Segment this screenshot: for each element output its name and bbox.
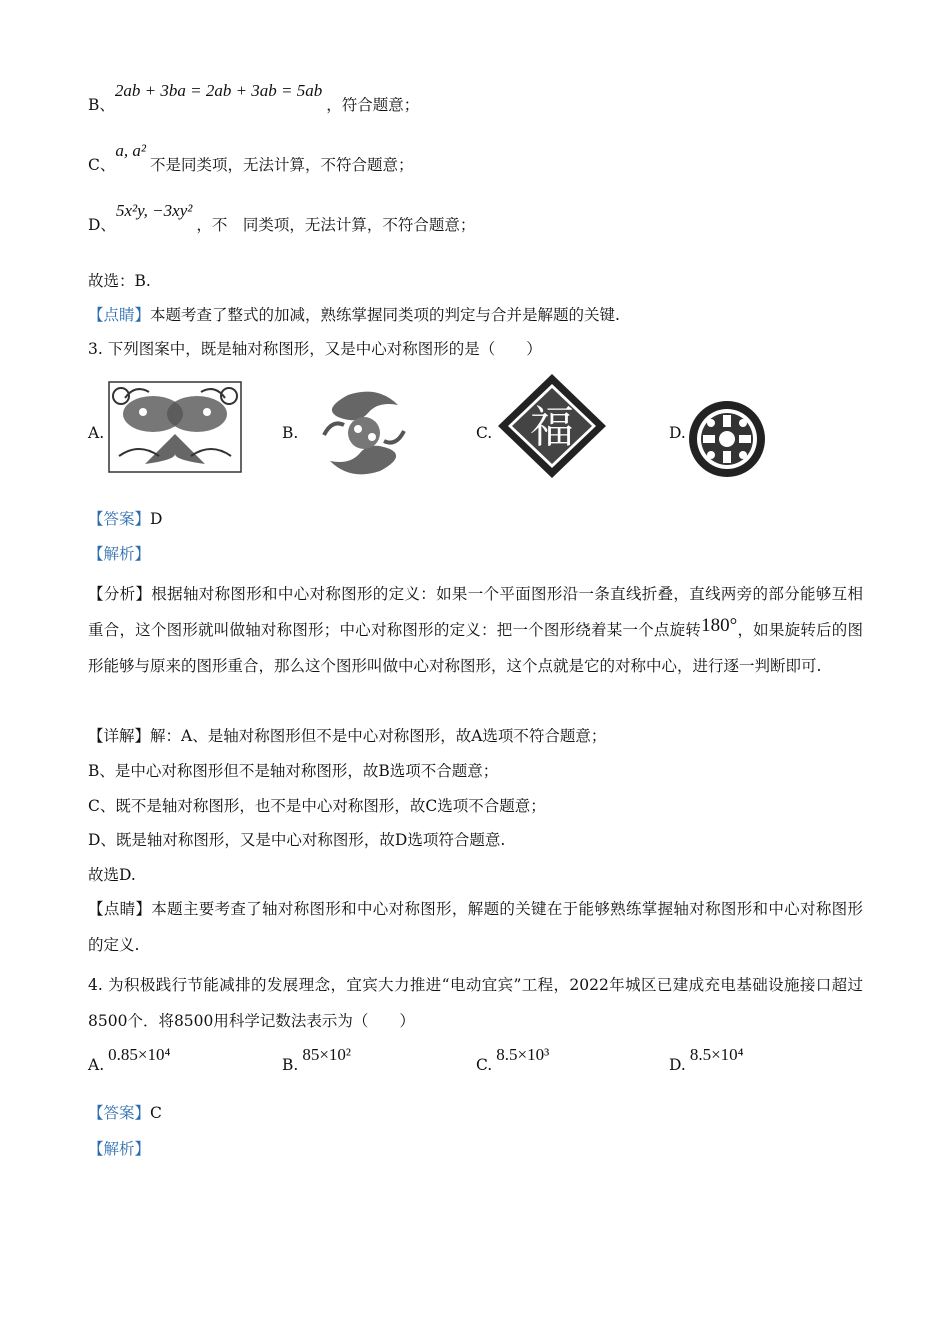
q3-answer — [88, 508, 162, 530]
comment-text: 本题考查了整式的加减，熟练掌握同类项的判定与合并是解题的关键. — [150, 306, 620, 324]
formula: 5x²y, −3xy² — [115, 201, 193, 220]
formula: a, a² — [115, 141, 146, 160]
q2-option-c — [88, 141, 414, 176]
option-value: 8.5×10³ — [496, 1045, 550, 1064]
xiangjie-text: 解：A、是轴对称图形但不是中心对称图形，故A选项不符合题意； — [150, 727, 607, 745]
q3-option-c-label: C. — [476, 424, 493, 442]
q4-analysis-tag: 【解析】 — [88, 1140, 151, 1158]
option-value: 85×10² — [302, 1045, 352, 1064]
q3-question: 3. 下列图案中，既是轴对称图形，又是中心对称图形的是（ ） — [88, 340, 542, 358]
q3-option-a-label: A. — [88, 424, 105, 442]
q3-option-b-label: B. — [282, 424, 299, 442]
q4-option-b — [282, 1045, 352, 1075]
q3-line-b: B、是中心对称图形但不是轴对称图形，故B选项不合题意； — [88, 762, 499, 780]
option-label: C、 — [88, 156, 116, 174]
q3-fenxi — [88, 576, 863, 684]
comment-tag: 【点睛】 — [88, 306, 151, 324]
paper-cut-fish-figure — [105, 376, 245, 478]
q3-choice: 故选D. — [88, 866, 136, 884]
q2-option-b — [88, 81, 420, 116]
q3-line-d: D、既是轴对称图形，又是中心对称图形，故D选项符合题意. — [88, 831, 506, 849]
paper-cut-swirl-figure — [318, 385, 410, 481]
q3-option-d-label: D. — [669, 424, 686, 442]
answer-value: D — [150, 510, 163, 528]
option-label: D. — [669, 1056, 686, 1074]
q3-line-c: C、既不是轴对称图形，也不是中心对称图形，故C选项不合题意； — [88, 797, 546, 815]
q2-option-d — [88, 201, 476, 236]
q2-comment — [88, 304, 620, 326]
dianjing-tag: 【点睛】 — [88, 900, 152, 918]
formula: 2ab + 3ba = 2ab + 3ab = 5ab — [114, 81, 323, 100]
fenxi-text-1: 根据轴对称图形和中心对称图形的定义：如果一个平面图形沿一条直线折叠，直线两旁的部分能够互相重合，这个图形就叫做轴对称图形；中心对称图形的定义：把一个图形绕着某一个点旋转 — [88, 585, 863, 639]
dianjing-text: 本题主要考查了轴对称图形和中心对称图形，解题的关键在于能够熟练掌握轴对称图形和中心对称图形的定义. — [88, 900, 863, 954]
angle-value: 180° — [701, 615, 738, 636]
fu-character-diamond-figure — [496, 372, 608, 480]
answer-tag: 【答案】 — [88, 1104, 151, 1122]
option-label: B. — [282, 1056, 299, 1074]
q4-answer — [88, 1102, 162, 1124]
q2-choice: 故选：B. — [88, 272, 151, 290]
option-label: A. — [88, 1056, 105, 1074]
q3-analysis-tag: 【解析】 — [88, 545, 151, 563]
option-value: 8.5×10⁴ — [689, 1045, 744, 1064]
q4-question: 4. 为积极践行节能减排的发展理念，宜宾大力推进“电动宜宾”工程，2022年城区已建成充电基础设施接口超过8500个．将8500用科学记数法表示为（ ） — [88, 976, 863, 1030]
fenxi-tag: 【分析】 — [88, 585, 152, 603]
fu-character: 福 — [530, 402, 574, 453]
option-value: 0.85×10⁴ — [108, 1045, 171, 1064]
option-label: C. — [476, 1056, 493, 1074]
q4-option-d — [669, 1045, 744, 1075]
option-text: 不是同类项，无法计算，不符合题意； — [149, 156, 414, 174]
q3-xiangjie — [88, 725, 606, 747]
q4-option-a — [88, 1045, 171, 1075]
answer-tag: 【答案】 — [88, 510, 151, 528]
q3-dianjing — [88, 891, 863, 963]
option-text: ，符合题意； — [326, 96, 420, 114]
xiangjie-tag: 【详解】 — [88, 727, 151, 745]
round-symmetric-figure — [687, 399, 767, 479]
q4-option-c — [476, 1045, 550, 1075]
answer-value: C — [150, 1104, 162, 1122]
option-label: D、 — [88, 216, 116, 234]
option-label: B、 — [88, 96, 115, 114]
fenxi-text-2: ，如果旋转后的图形能够与原来的图形重合，那么这个图形叫做中心对称图形，这个点就是它的对称中心，进行逐一判断即可. — [88, 621, 863, 675]
option-text: ，不 同类项，无法计算，不符合题意； — [196, 216, 476, 234]
